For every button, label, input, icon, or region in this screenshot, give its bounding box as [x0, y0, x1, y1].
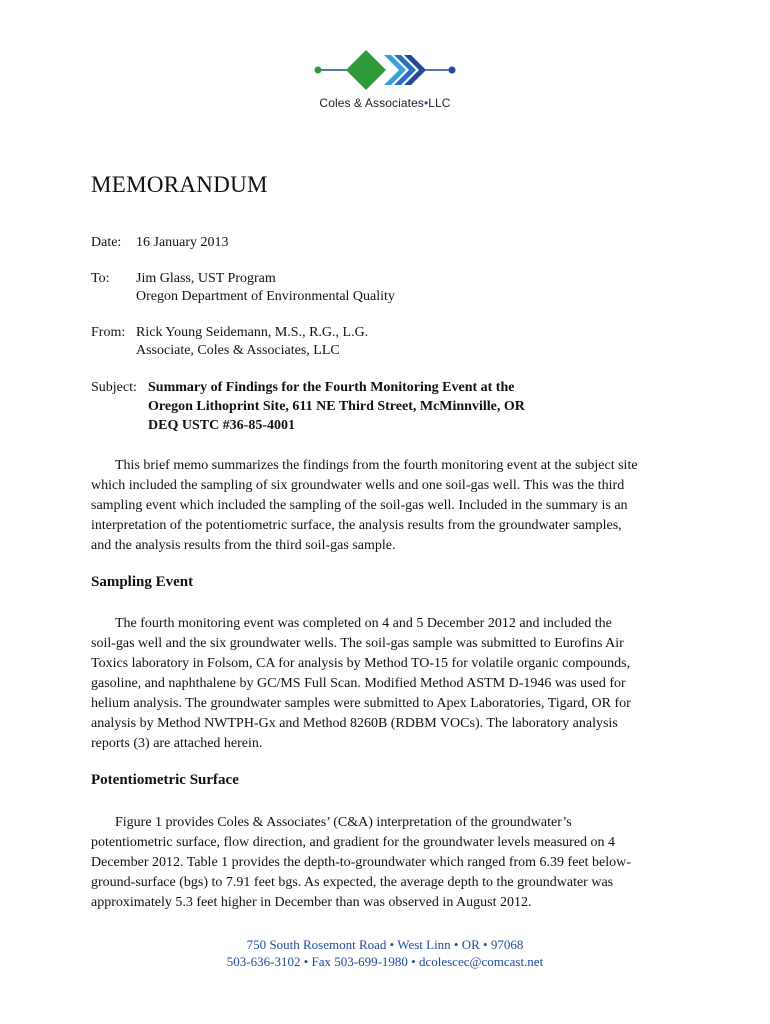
memo-title: MEMORANDUM — [91, 172, 268, 197]
intro-line: This brief memo summarizes the findings from the fourth monitoring event at the subject site — [115, 458, 638, 473]
intro-line: which included the sampling of six groundwater wells and one soil-gas well. This was the third — [91, 478, 625, 493]
from-label: From: — [91, 325, 126, 340]
footer-contact: 503-636-3102 • Fax 503-699-1980 • dcolescec@comcast.net — [226, 954, 544, 969]
intro-line: and the analysis results from the third soil-gas sample. — [91, 538, 396, 553]
from-line-2: Associate, Coles & Associates, LLC — [136, 343, 340, 358]
date-value: 16 January 2013 — [136, 235, 229, 250]
section-heading-sampling: Sampling Event — [91, 574, 194, 590]
to-label: To: — [91, 271, 110, 286]
sampling-line: helium analysis. The groundwater samples were submitted to Apex Laboratories, Tigard, OR for — [91, 696, 631, 711]
to-line-1: Jim Glass, UST Program — [136, 271, 276, 286]
sampling-line: Toxics laboratory in Folsom, CA for analysis by Method TO-15 for volatile organic compounds, — [91, 656, 631, 671]
to-line-2: Oregon Department of Environmental Quality — [136, 289, 395, 304]
from-line-1: Rick Young Seidemann, M.S., R.G., L.G. — [136, 325, 369, 340]
sampling-paragraph — [91, 614, 683, 754]
date-label: Date: — [91, 235, 122, 250]
potentiometric-line: approximately 5.3 feet higher in December than was observed in August 2012. — [91, 895, 532, 910]
subject-line-2: Oregon Lithoprint Site, 611 NE Third Street, McMinnville, OR — [148, 399, 525, 414]
potentiometric-paragraph — [91, 813, 683, 913]
logo-mark-icon — [310, 46, 460, 96]
footer-address: 750 South Rosemont Road • West Linn • OR • 97068 — [246, 937, 524, 952]
logo-company: Coles & Associates — [319, 96, 424, 110]
sampling-line: analysis by Method NWTPH-Gx and Method 8260B (RDBM VOCs). The laboratory analysis — [91, 716, 618, 731]
potentiometric-line: potentiometric surface, flow direction, and gradient for the groundwater levels measured on 4 — [91, 835, 616, 850]
intro-paragraph — [91, 456, 683, 556]
intro-line: sampling event which included the sampling of the soil-gas well. Included in the summary is an — [91, 498, 628, 513]
logo-wordmark — [310, 96, 460, 110]
potentiometric-line: Figure 1 provides Coles & Associates’ (C&A) interpretation of the groundwater’s — [115, 815, 572, 830]
logo-separator: • — [423, 96, 429, 110]
sampling-line: The fourth monitoring event was completed on 4 and 5 December 2012 and included the — [115, 616, 612, 631]
subject-line-3: DEQ USTC #36-85-4001 — [148, 418, 296, 433]
company-logo — [310, 46, 460, 116]
sampling-line: gasoline, and naphthalene by GC/MS Full Scan. Modified Method ASTM D-1946 was used for — [91, 676, 626, 691]
potentiometric-line: ground-surface (bgs) to 7.91 feet bgs. As expected, the average depth to the groundwater was — [91, 875, 614, 890]
sampling-line: soil-gas well and the six groundwater wells. The soil-gas sample was submitted to Eurofins Air — [91, 636, 624, 651]
subject-line-1: Summary of Findings for the Fourth Monitoring Event at the — [148, 380, 515, 395]
potentiometric-line: December 2012. Table 1 provides the depth-to-groundwater which ranged from 6.39 feet below- — [91, 855, 631, 870]
sampling-line: reports (3) are attached herein. — [91, 736, 263, 751]
intro-line: interpretation of the potentiometric surface, the analysis results from the groundwater samples, — [91, 518, 622, 533]
subject-label: Subject: — [91, 380, 137, 395]
logo-suffix: LLC — [428, 96, 451, 110]
section-heading-potentiometric: Potentiometric Surface — [91, 772, 239, 788]
